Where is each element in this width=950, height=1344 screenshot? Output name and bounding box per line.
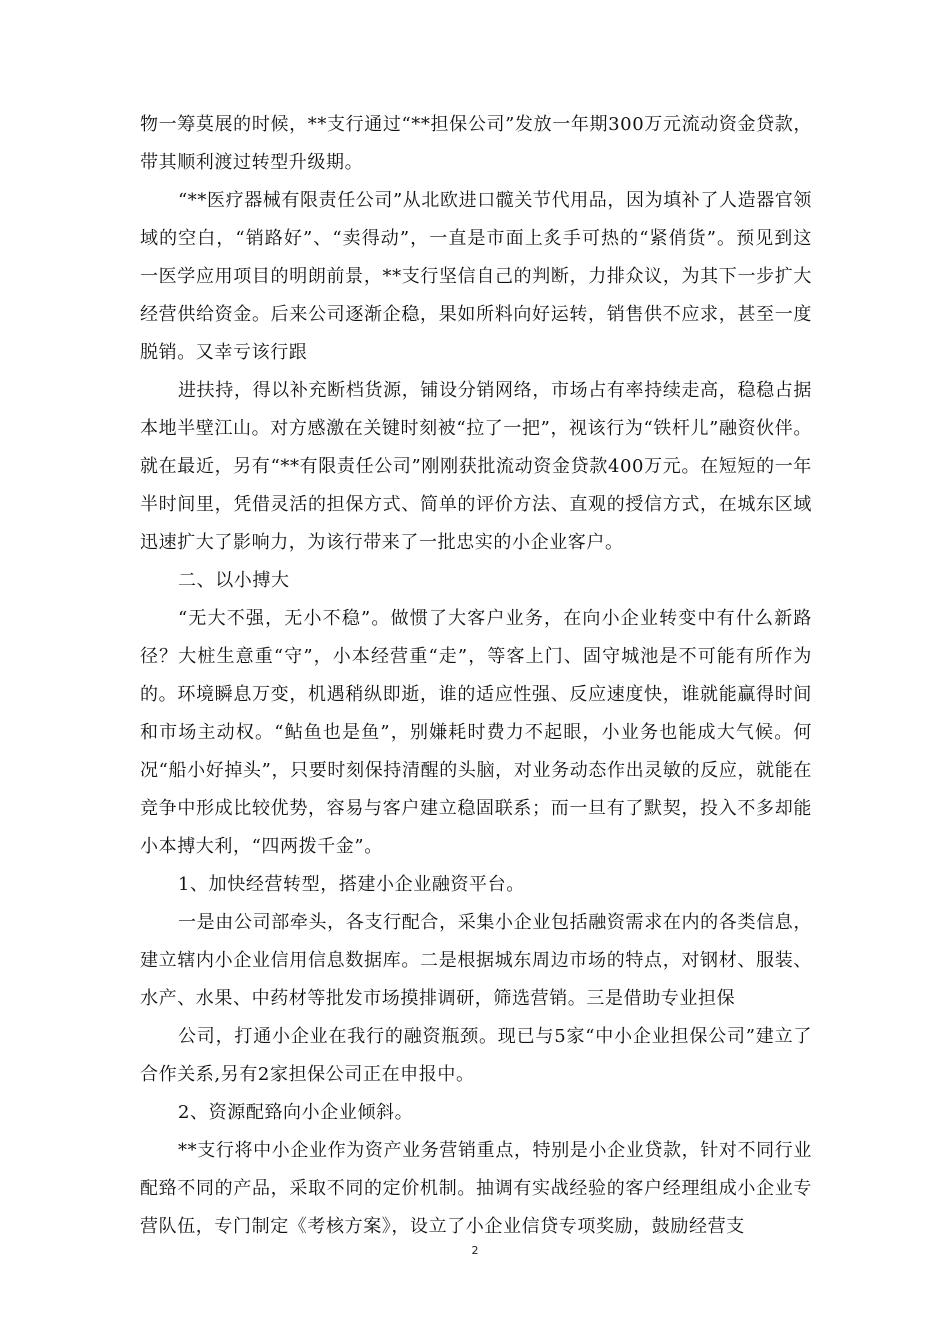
document-body	[140, 106, 812, 1246]
paragraph-2: “**医疗器械有限责任公司”从北欧进口髋关节代用品，因为填补了人造器官领域的空白，“销路好”、“卖得动”，一直是市面上炙手可热的“紧俏货”。预见到这一医学应用项目的明朗前景，**支行坚信自己的判断，力排众议，为其下一步扩大经营供给资金。后来公司逐渐企稳，果如所料向好运转，销售供不应求，甚至一度脱销。又幸亏该行跟	[140, 190, 813, 363]
section-heading: 二、以小搏大	[178, 570, 290, 591]
paragraph-3: 进扶持，得以补充断档货源，铺设分销网络，市场占有率持续走高，稳稳占据本地半壁江山。对方感激在关键时刻被“拉了一把”，视该行为“铁杆儿”融资伙伴。就在最近，另有“**有限责任公司”刚刚获批流动资金贷款400万元。在短短的一年半时间里，凭借灵活的担保方式、简单的评价方法、直观的授信方式，在城东区域迅速扩大了影响力，为该行带来了一批忠实的小企业客户。	[140, 380, 812, 553]
paragraph-1: 物一筹莫展的时候，**支行通过“**担保公司”发放一年期300万元流动资金贷款，带其顺利渡过转型升级期。	[140, 114, 812, 173]
page-number: 2	[471, 1244, 479, 1257]
paragraph-8: 公司，打通小企业在我行的融资瓶颈。现已与5家“中小企业担保公司”建立了合作关系,另有2家担保公司正在申报中。	[140, 1026, 812, 1085]
paragraph-7: 一是由公司部牵头，各支行配合，采集小企业包括融资需求在内的各类信息，建立辖内小企业信用信息数据库。二是根据城东周边市场的特点，对钢材、服装、水产、水果、中药材等批发市场摸排调研，筛选营销。三是借助专业担保	[140, 912, 812, 1009]
subsection-heading-1: 1、加快经营转型，搭建小企业融资平台。	[178, 874, 525, 895]
paragraph-5: “无大不强，无小不稳”。做惯了大客户业务，在向小企业转变中有什么新路径？大桩生意重“守”，小本经营重“走”，等客上门、固守城池是不可能有所作为的。环境瞬息万变，机遇稍纵即逝，谁的适应性强、反应速度快，谁就能赢得时间和市场主动权。“鲇鱼也是鱼”，别嫌耗时费力不起眼，小业务也能成大气候。何况“船小好掉头”，只要时刻保持清醒的头脑，对业务动态作出灵敏的反应，就能在竞争中形成比较优势，容易与客户建立稳固联系；而一旦有了默契，投入不多却能小本搏大利，“四两拨千金”。	[140, 608, 812, 857]
paragraph-10: **支行将中小企业作为资产业务营销重点，特别是小企业贷款，针对不同行业配臵不同的产品，采取不同的定价机制。抽调有实战经验的客户经理组成小企业专营队伍，专门制定《考核方案》，设立了小企业信贷专项奖励，鼓励经营支	[140, 1140, 812, 1237]
subsection-heading-2: 2、资源配臵向小企业倾斜。	[178, 1102, 414, 1123]
